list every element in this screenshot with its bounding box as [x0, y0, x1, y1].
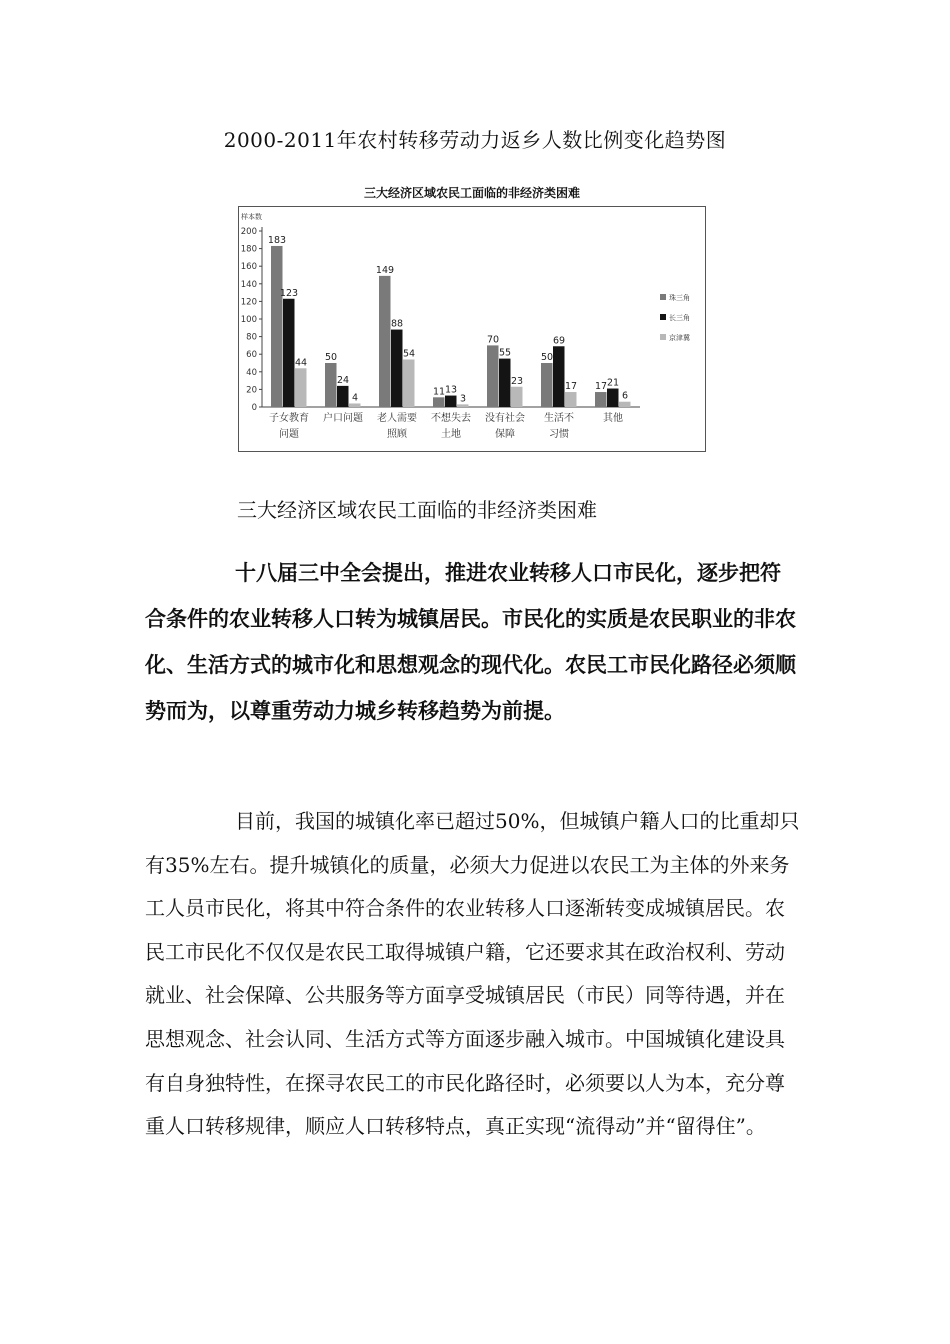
bar-value-label: 11	[432, 386, 446, 398]
x-tick-label: 照顾	[387, 429, 407, 440]
bar-value-label: 183	[267, 234, 287, 246]
chart-svg	[238, 178, 706, 452]
y-tick-label: 80	[246, 332, 257, 343]
y-tick-label: 120	[240, 297, 257, 308]
x-tick-label: 子女教育	[269, 413, 309, 424]
x-tick-label: 保障	[495, 429, 515, 440]
bar	[457, 404, 469, 407]
paragraph-body	[145, 800, 800, 1149]
legend-swatch	[660, 294, 666, 300]
legend-swatch	[660, 334, 666, 340]
bar	[391, 330, 403, 407]
bar-value-label: 17	[564, 381, 578, 393]
bar-value-label: 44	[294, 357, 308, 369]
x-tick-label: 没有社会	[485, 413, 525, 424]
x-tick-label: 户口问题	[323, 413, 363, 424]
bar	[271, 246, 283, 407]
x-tick-label: 不想失去	[431, 413, 471, 424]
bar	[607, 389, 619, 407]
legend-label: 珠三角	[669, 294, 690, 302]
bar	[595, 392, 607, 407]
bar-value-label: 13	[444, 384, 458, 396]
x-tick-label: 其他	[603, 413, 623, 424]
bar	[445, 396, 457, 407]
y-tick-label: 60	[246, 350, 257, 361]
bar	[295, 368, 307, 407]
y-tick-label: 180	[240, 244, 257, 255]
legend-label: 京津冀	[669, 334, 690, 342]
legend-swatch	[660, 314, 666, 320]
bar-value-label: 88	[390, 318, 404, 330]
paragraph-body-text: 目前，我国的城镇化率已超过50%，但城镇户籍人口的比重却只有35%左右。提升城镇化的质量，必须大力促进以农民工为主体的外来务工人员市民化，将其中符合条件的农业转移人口逐渐转变成城镇居民。农民工市民化不仅仅是农民工取得城镇户籍，它还要求其在政治权利、劳动就业、社会保障、公共服务等方面享受城镇居民（市民）同等待遇，并在思想观念、社会认同、生活方式等方面逐步融入城市。中国城镇化建设具有自身独特性，在探寻农民工的市民化路径时，必须要以人为本，充分尊重人口转移规律，顺应人口转移特点，真正实现“流得动”并“留得住”。	[145, 809, 800, 1139]
bar-value-label: 70	[486, 334, 500, 346]
bar	[283, 299, 295, 407]
paragraph-policy-text: 十八届三中全会提出，推进农业转移人口市民化，逐步把符合条件的农业转移人口转为城镇居民。市民化的实质是农民职业的非农化、生活方式的城市化和思想观念的现代化。农民工市民化路径必须顺势而为，以尊重劳动力城乡转移趋势为前提。	[145, 561, 796, 723]
chart-caption-top: 2000-2011年农村转移劳动力返乡人数比例变化趋势图	[223, 128, 727, 152]
x-tick-label: 问题	[279, 429, 299, 440]
bar	[349, 403, 361, 407]
bar-value-label: 23	[510, 375, 524, 387]
y-tick-label: 200	[240, 227, 257, 237]
bar	[565, 392, 577, 407]
y-tick-label: 20	[246, 385, 257, 396]
chart-caption-bottom: 三大经济区域农民工面临的非经济类困难	[237, 498, 597, 522]
bar-value-label: 50	[540, 352, 554, 363]
bar-value-label: 69	[552, 335, 566, 347]
y-axis-label: 样本数	[241, 213, 262, 221]
bar	[325, 363, 337, 407]
bar-chart	[238, 178, 706, 452]
y-tick-label: 40	[246, 367, 257, 378]
x-tick-label: 土地	[441, 429, 461, 440]
bar	[403, 359, 415, 407]
bar	[433, 397, 445, 407]
bar	[541, 363, 553, 407]
bar-value-label: 3	[459, 393, 467, 405]
bar	[553, 346, 565, 407]
bar	[379, 276, 391, 407]
bar	[619, 402, 631, 407]
bar	[499, 359, 511, 407]
bar-value-label: 6	[621, 390, 629, 402]
bar-value-label: 50	[324, 352, 338, 363]
bar-value-label: 4	[351, 392, 359, 404]
bar-value-label: 17	[594, 381, 608, 393]
y-tick-label: 0	[251, 403, 257, 413]
x-tick-label: 生活不	[544, 413, 574, 424]
bar-value-label: 55	[498, 347, 512, 359]
bar-value-label: 123	[279, 287, 299, 299]
chart-title: 三大经济区域农民工面临的非经济类困难	[363, 186, 581, 200]
bar-value-label: 54	[402, 348, 416, 360]
x-tick-label: 习惯	[549, 429, 569, 440]
bar	[487, 345, 499, 407]
paragraph-policy	[145, 550, 800, 734]
bar-value-label: 24	[336, 374, 350, 386]
bar-value-label: 149	[375, 264, 395, 276]
x-tick-label: 老人需要	[377, 413, 417, 424]
bar	[511, 387, 523, 407]
y-tick-label: 160	[240, 262, 257, 273]
y-tick-label: 100	[240, 315, 257, 325]
legend-label: 长三角	[669, 314, 690, 322]
bar	[337, 386, 349, 407]
bar-value-label: 21	[606, 377, 620, 389]
y-tick-label: 140	[240, 279, 257, 290]
